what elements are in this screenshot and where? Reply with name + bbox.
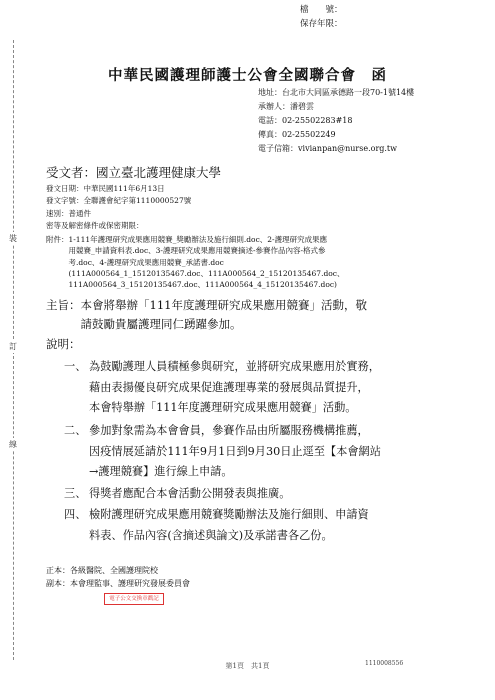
document-title: 中華民國護理師護士公會全國聯合會 函 — [108, 67, 387, 84]
item-line: 得獎者應配合本會活動公開發表與推廣。 — [89, 487, 291, 500]
item-number: 四、 — [64, 508, 87, 521]
item-number: 二、 — [64, 424, 87, 437]
document-meta — [46, 183, 191, 233]
contact-email[interactable]: 電子信箱：vivianpan@nurse.org.tw — [258, 144, 397, 153]
page-number: 第1頁 共1頁 — [225, 662, 270, 670]
attachment-line[interactable]: 考.doc、4-護理研究成果應用競賽_承諾書.doc — [46, 257, 224, 267]
urgency: 速別：普通件 — [46, 208, 91, 218]
contact-info — [258, 86, 414, 156]
item-line: 本會特舉辦「111年度護理研究成果應用競賽」活動。 — [89, 401, 357, 414]
barcode-number: 1110008556 — [365, 660, 404, 667]
item-line: →護理競賽】進行線上申請。 — [89, 465, 233, 478]
explanation-label: 說明： — [46, 337, 81, 351]
contact-person: 承辦人：潘碧雲 — [258, 102, 314, 111]
item-number: 三、 — [64, 487, 87, 500]
binding-mark-middle: 訂 — [9, 342, 17, 351]
attachment-line[interactable]: 附件：1-111年護理研究成果應用競賽_獎勵辦法及施行細則.doc、2-護理研究成果應 — [46, 235, 328, 244]
binding-mark-top: 裝 — [9, 234, 17, 243]
recipient: 受文者：國立臺北護理健康大學 — [46, 165, 222, 180]
attachment-line[interactable]: 用競賽_申請資料表.doc、3-護理研究成果應用競賽摘述-參賽作品內容-格式參 — [46, 246, 326, 256]
issue-date: 發文日期：中華民國111年6月13日 — [46, 184, 165, 193]
confidentiality: 密等及解密條件或保密期限： — [46, 221, 144, 231]
original-recipients: 正本：各級醫院、全國護理院校 — [46, 566, 158, 575]
subject-line: 請鼓勵貴屬護理同仁踴躍參加。 — [46, 317, 242, 331]
item-line: 參加對象需為本會會員，參賽作品由所屬服務機構推薦， — [89, 424, 369, 437]
retention-period-label: 保存年限： — [300, 19, 343, 29]
exchange-stamp: 電子公文交換章戳記 — [104, 593, 164, 605]
file-number-label: 檔 號： — [300, 5, 343, 15]
item-line: 因疫情展延請於111年9月1日到9月30日止逕至【本會網站 — [89, 444, 381, 458]
distribution — [46, 565, 190, 590]
document-number: 發文字號：全聯護會紀字第1110000527號 — [46, 196, 192, 206]
attachment-line[interactable]: 111A000564_3_15120135467.doc、111A000564_4_15120135467.doc) — [46, 280, 337, 290]
item-line: 檢附護理研究成果應用競賽獎勵辦法及施行細則、申請資 — [89, 508, 369, 521]
attachment-line[interactable]: (111A000564_1_15120135467.doc、111A000564_2_15120135467.doc、 — [46, 268, 345, 278]
contact-fax: 傳真：02-25502249 — [258, 130, 336, 139]
item-line: 藉由表揚優良研究成果促進護理專業的發展與品質提升， — [89, 380, 369, 394]
attachments — [46, 234, 344, 290]
item-line: 料表、作品內容(含摘述與論文)及承諾書各乙份。 — [89, 528, 333, 542]
binding-mark-bottom: 線 — [9, 440, 17, 449]
copy-recipients: 副本：本會理監事、護理研究發展委員會 — [46, 578, 190, 588]
item-number: 一、 — [64, 360, 87, 373]
subject — [46, 296, 367, 334]
item-line: 為鼓勵護理人員積極參與研究，並將研究成果應用於實務， — [89, 360, 380, 373]
contact-phone: 電話：02-25502283#18 — [258, 116, 353, 125]
subject-line: 主旨：本會將舉辦「111年度護理研究成果應用競賽」活動，敬 — [46, 298, 367, 312]
contact-address: 地址：台北市大同區承德路一段70-1號14樓 — [258, 88, 415, 97]
